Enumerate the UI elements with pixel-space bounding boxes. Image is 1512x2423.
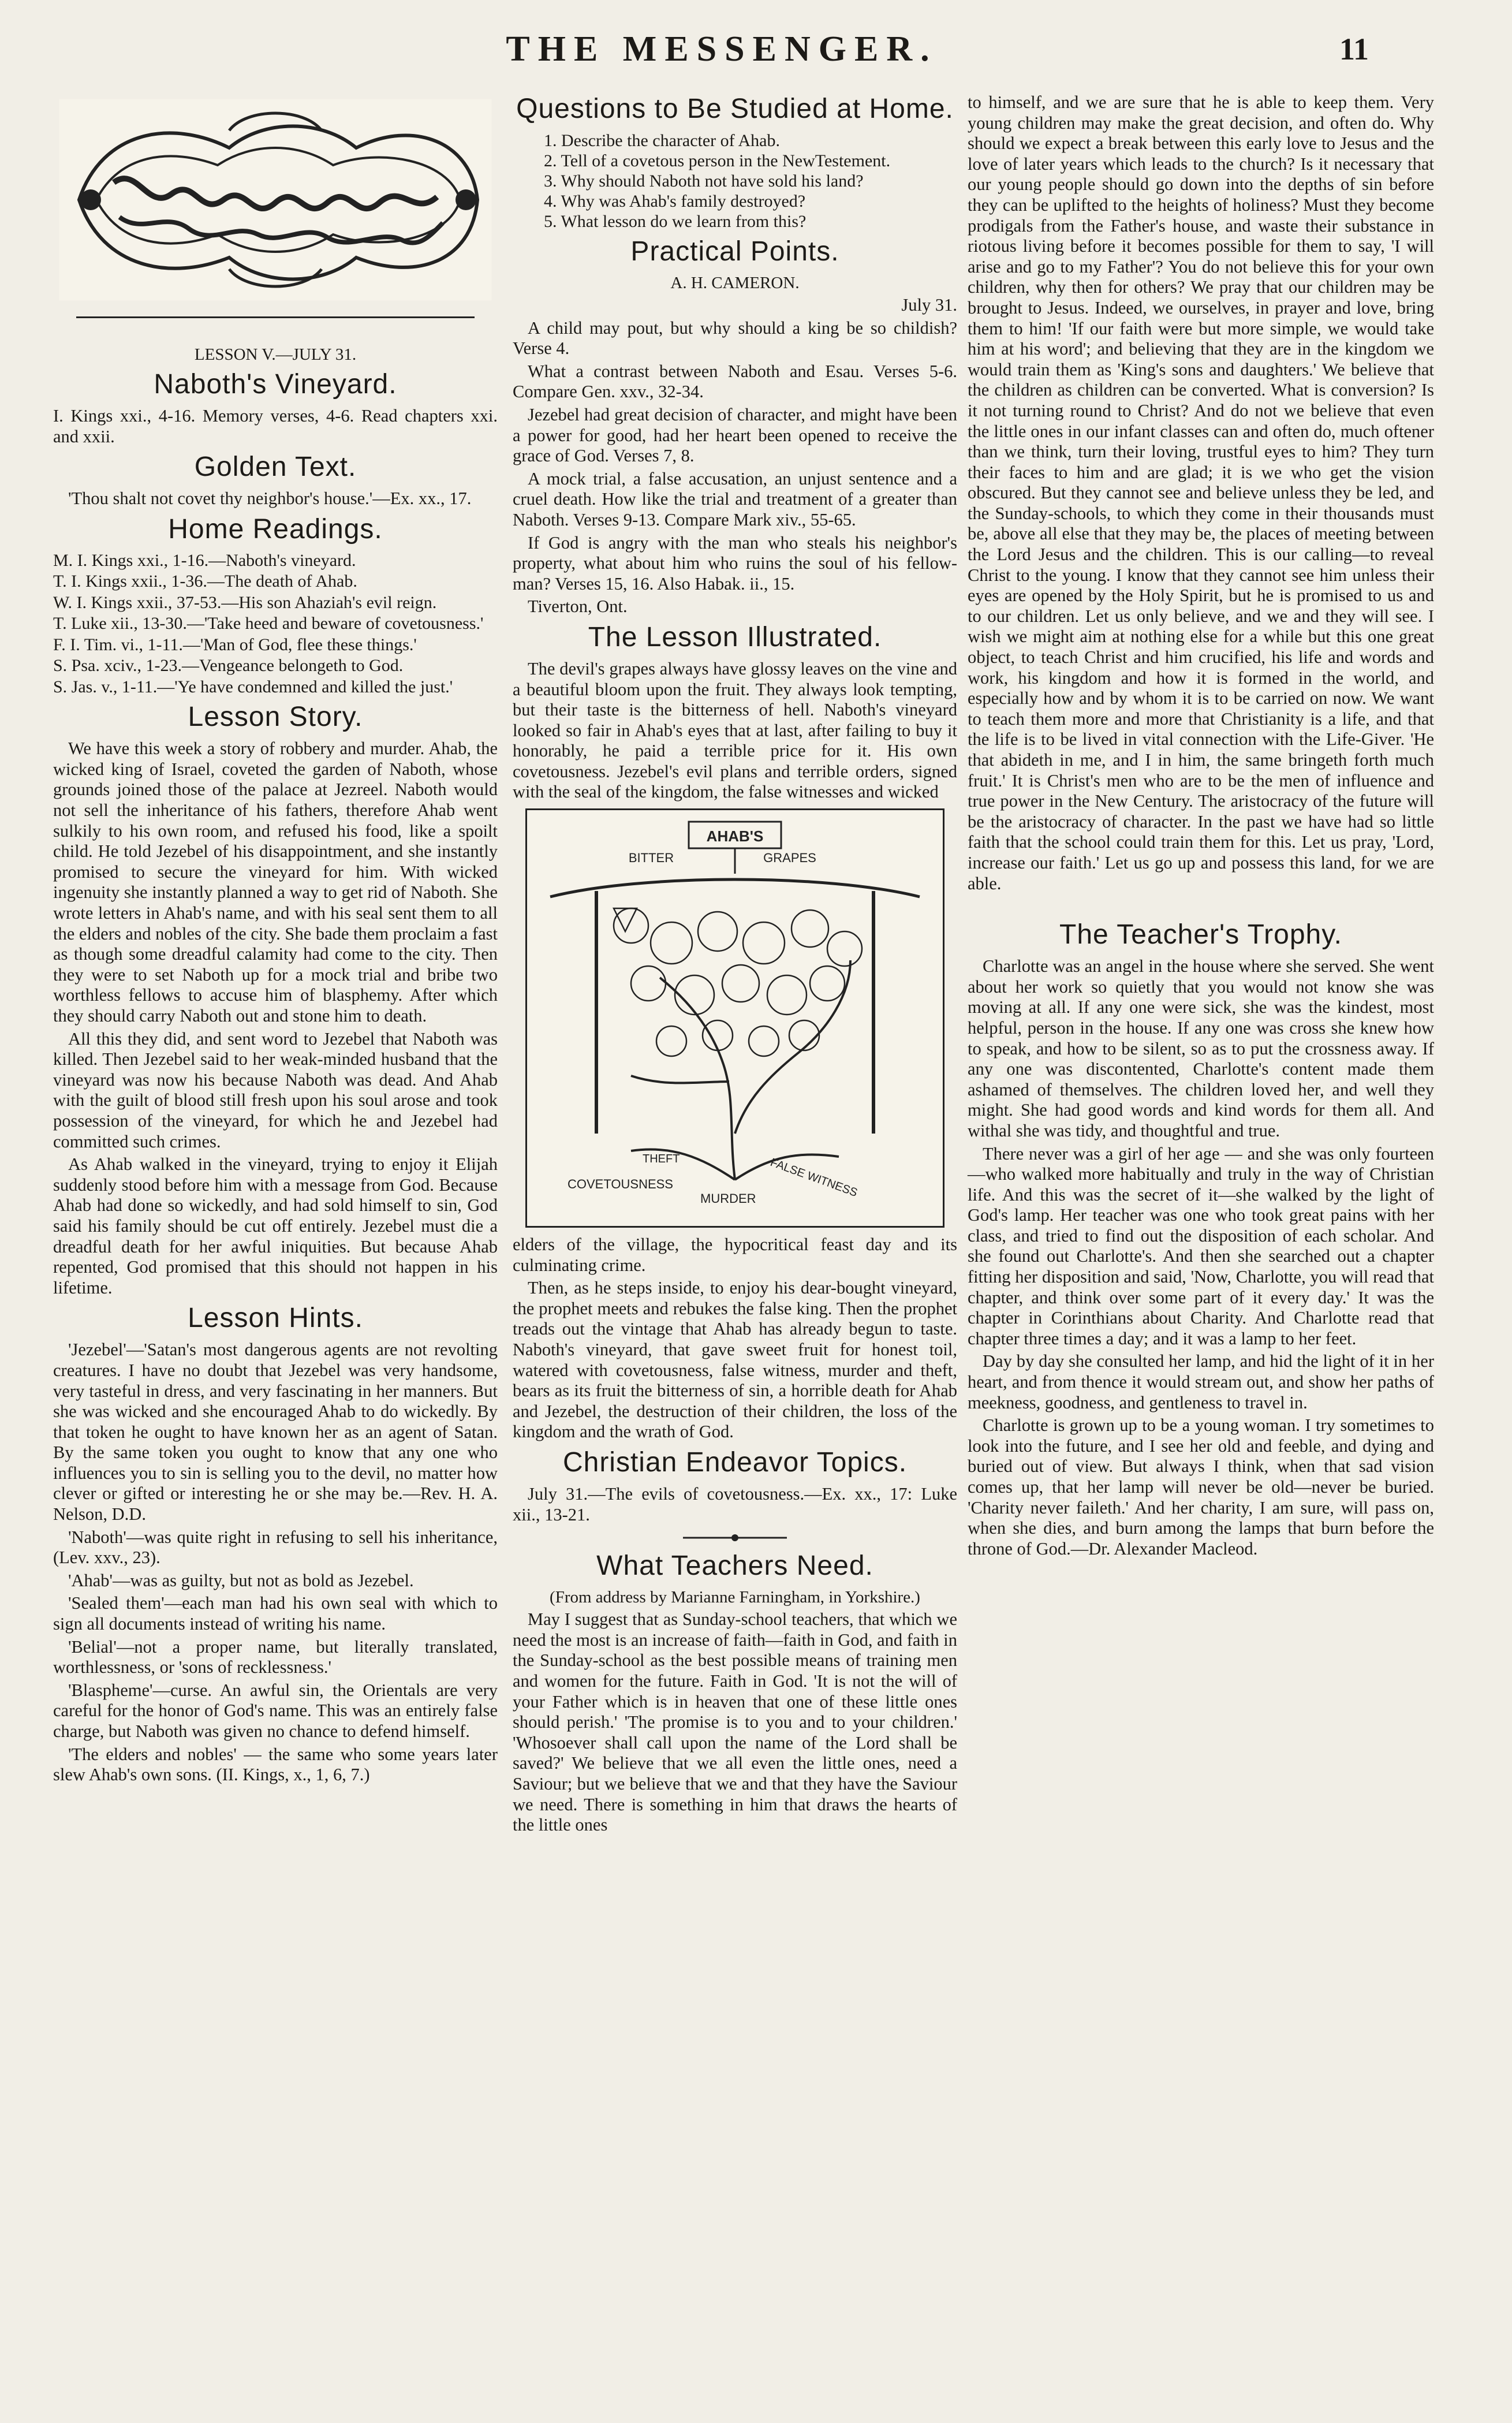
practical-points-heading: Practical Points. [630, 236, 839, 267]
reading-item: M. I. Kings xxi., 1-16.—Naboth's vineyard. [53, 550, 356, 570]
sign-label: AHAB'S [706, 827, 764, 845]
practical-point: Jezebel had great decision of character, and might have been a power for good, had her heart been opened to receive the grace of God. Verses 7, 8. [513, 404, 957, 466]
teachers-continued-paragraph: to himself, and we are sure that he is able to keep them. Very young children may make the great decision, and often do. Why should we expect a break between this early love to Jesus and the love of later years which leads to the church? Is it necessary that our young people should go down into the depths of sin before they can be uplifted to the heights of holiness? Must they become prodigals from the Father's house, and waste their substance in riotous living before it becomes possible for them to say, 'I will arise and go to my Father'? You do not believe this for your own children, why then for others? We pray that our children may be brought to Jesus. Indeed, we ourselves, in prayer and love, bring them to him! 'If our faith were but more simple, we would take him at his word'; and believing that they are in the kingdom we would train them as 'King's sons and daughters.' We believe that the children as children can be converted. What is conversion? Is it not turning round to Christ? And do not we believe that even the little ones in our infant classes can and often do, much oftener than we think, turn their loving, trustful eyes to him? They turn their faces to him and are glad; it is we who get the vision obscured. But they cannot see and believe unless they be led, and the Sunday-schools, to which they come in their thousands must be, above all else that they may be, the places of meeting between the Lord Jesus and the children. This is our calling—to reveal Christ to the young. I know that they cannot see him unless their eyes are opened by the Holy Spirit, but he is promised to us and to our children. Let us only believe, and we and they will see. I wish we might aim at nothing else for a while but this one great object, to teach Christ and him crucified, his life and words and work, his kingdom and how it is formed in the world, and especially how and by whom it is to be carried on now. We want to teach them more and more that Christianity is a life, and that the life is to be lived in vital connection with the Life-Giver. 'He that abideth in me, and I in him, the same bringeth forth much fruit.' It is Christ's men who are to be the men of influence and true power in the New Century. The aristocracy of the future will be the aristocracy of character. In the past we have had so little faith that the school could train them for this. Let us pray, 'Lord, increase our faith.' Let us go up and possess this land, for we are able. [968, 92, 1434, 893]
theft-label: THEFT [643, 1153, 680, 1166]
illustrated-paragraph: elders of the village, the hypocritical feast day and its culminating crime. [513, 1235, 957, 1275]
teachers-source: (From address by Marianne Farningham, in Yorkshire.) [550, 1588, 920, 1607]
question-item: 2. Tell of a covetous person in the NewTestement. [544, 151, 891, 170]
question-item: 1. Describe the character of Ahab. [544, 131, 780, 150]
hint-paragraph: 'Jezebel'—'Satan's most dangerous agents are not revolting creatures. I have no doubt that Jezebel was very handsome, very tasteful in dress, and very fascinating in her manners. But she was wicked and she encouraged Ahab to do wickedly. By that token he ought to have known her as an agent of Satan. By the same token you ought to know that any one who influences you to sin is selling you to the devil, no matter how clever or gifted or interesting he or she may be.—Rev. H. A. Nelson, D.D. [53, 1340, 498, 1524]
reading-item: T. I. Kings xxii., 1-36.—The death of Ahab. [53, 572, 357, 591]
teachers-paragraph: May I suggest that as Sunday-school teachers, that which we need the most is an increase of faith—faith in God, and faith in the Sunday-school as the best possible means of training men and women for the future. Faith in God. 'It is not the will of your Father which is in heaven that one of these little ones should perish.' 'The promise is to you and to your children.' 'Whosoever shall call upon the name of the Lord shall be saved?' We believe that we all even the little ones, need a Saviour; but we believe that we and that they have the Saviour we need. There is something in him that draws the hearts of the little ones [513, 1609, 957, 1835]
hint-paragraph: 'Ahab'—was as guilty, but not as bold as Jezebel. [68, 1570, 414, 1590]
column-2 [513, 92, 957, 1838]
false-witness-label: FALSE WITNESS [768, 1156, 860, 1200]
hint-paragraph: 'Naboth'—was quite right in refusing to sell his inheritance, (Lev. xxv., 23). [53, 1527, 498, 1568]
practical-date: July 31. [901, 295, 957, 315]
covetousness-label: COVETOUSNESS [568, 1177, 673, 1192]
practical-point: A child may pout, but why should a king be so childish? Verse 4. [513, 318, 957, 359]
practical-point: What a contrast between Naboth and Esau. Verses 5-6. Compare Gen. xxv., 32-34. [513, 361, 957, 402]
sunday-school-ornament [56, 96, 495, 304]
lesson-hints-heading: Lesson Hints. [188, 1303, 363, 1334]
hint-paragraph: 'The elders and nobles' — the same who some years later slew Ahab's own sons. (II. Kings, x., 1, 6, 7.) [53, 1744, 498, 1785]
story-paragraph: All this they did, and sent word to Jezebel that Naboth was killed. Then Jezebel said to her weak-minded husband that the vineyard was now his because Naboth was dead. And Ahab with the guilt of blood still fresh upon his soul arose and took possession of the vineyard, for which he and Jezebel had committed such crimes. [53, 1028, 498, 1151]
lesson-illustrated-heading: The Lesson Illustrated. [588, 621, 882, 653]
scripture-reference: I. Kings xxi., 4-16. Memory verses, 4-6. Read chapters xxi. and xxii. [53, 406, 498, 446]
lesson-title: Naboth's Vineyard. [154, 369, 397, 400]
trophy-paragraph: Charlotte was an angel in the house where she served. She went about her work so quietly that you would not know she was moving at all. If any one were sick, she was the kindest, most helpful, person in the house. If any one was cross she knew how to speak, and how to be silent, so as to put the crossness away. If any one was discontented, Charlotte's content made them ashamed of themselves. The children loved her, and well they might. She had good words and kind words for them all. And withal she was tidy, and thoughtful and true. [968, 956, 1434, 1140]
christian-endeavor-heading: Christian Endeavor Topics. [562, 1447, 908, 1478]
question-item: 3. Why should Naboth not have sold his land? [544, 172, 864, 191]
what-teachers-need-heading: What Teachers Need. [596, 1550, 873, 1582]
masthead [0, 29, 1512, 69]
trophy-paragraph: Charlotte is grown up to be a young woman. I try sometimes to look into the future, and I see her old and feeble, and dying and buried out of view. But always I think, when that sad vision comes up, that her lamp will never be old—never be buried. 'Charity never faileth.' And her charity, I am sure, will pass on, when she dies, and burn among the lamps that burn before the throne of God.—Dr. Alexander Macleod. [968, 1415, 1434, 1559]
question-item: 4. Why was Ahab's family destroyed? [544, 192, 806, 211]
practical-point: If God is angry with the man who steals his neighbor's property, what about him who ruins the soul of his fellow-man? Verses 15, 16. Also Habak. ii., 15. [513, 532, 957, 594]
reading-item: S. Jas. v., 1-11.—'Ye have condemned and killed the just.' [53, 677, 453, 696]
questions-heading: Questions to Be Studied at Home. [516, 94, 954, 124]
christian-endeavor-text: July 31.—The evils of covetousness.—Ex. xx., 17: Luke xii., 13-21. [513, 1484, 957, 1524]
murder-label: MURDER [700, 1191, 756, 1206]
home-readings-list [53, 551, 498, 698]
question-item: 5. What lesson do we learn from this? [544, 212, 807, 231]
golden-text-heading: Golden Text. [194, 452, 357, 483]
ahabs-bitter-grapes-illustration [525, 808, 944, 1228]
hint-paragraph: 'Sealed them'—each man had his own seal with which to sign all documents instead of writing his name. [53, 1593, 498, 1634]
practical-author: A. H. CAMERON. [670, 274, 800, 292]
story-paragraph: We have this week a story of robbery and murder. Ahab, the wicked king of Israel, coveted the garden of Naboth, whose grounds joined those of the palace at Jezreel. Naboth would not sell the inheritance of his fathers, therefore Ahab went sulkily to his own room, and refused his food, like a spoilt child. He told Jezebel of his disappointment, and she instantly promised to secure the vineyard for him. With wicked ingenuity she instantly planned a way to get rid of Naboth. She wrote letters in Ahab's name, and with his seal sent them to all the elders and nobles of the city. She bade them proclaim a fast as though some dreadful calamity had come to the city. Then they were to set Naboth up for a mock trial and bribe two worthless fellows to accuse him of blasphemy. After which they should carry Naboth out and stone him to death. [53, 739, 498, 1026]
bitter-label: BITTER [628, 851, 674, 866]
page-number: 11 [1339, 32, 1369, 66]
golden-text: 'Thou shalt not covet thy neighbor's house.'—Ex. xx., 17. [68, 489, 472, 509]
reading-item: W. I. Kings xxii., 37-53.—His son Ahaziah's evil reign. [53, 592, 437, 612]
lesson-number: LESSON V.—JULY 31. [194, 345, 357, 364]
questions-list [513, 131, 957, 232]
reading-item: F. I. Tim. vi., 1-11.—'Man of God, flee these things.' [53, 635, 417, 654]
hint-paragraph: 'Blaspheme'—curse. An awful sin, the Orientals are very careful for the honor of God's name. This was an entirely false charge, but Naboth was given no chance to defend himself. [53, 1680, 498, 1741]
home-readings-heading: Home Readings. [168, 513, 383, 545]
story-paragraph: As Ahab walked in the vineyard, trying to enjoy it Elijah suddenly stood before him with a message from God. Because Ahab had done so wickedly, and had sold himself to sin, God said his family should be cut off entirely. Jezebel must die a dreadful death for her awful iniquities. But because Ahab repented, God promised that this should not happen in his lifetime. [53, 1154, 498, 1298]
column-3 [968, 92, 1434, 1561]
lesson-story-heading: Lesson Story. [188, 702, 363, 733]
illustrated-paragraph: Then, as he steps inside, to enjoy his dear-bought vineyard, the prophet meets and rebukes the false king. Then the prophet treads out the vintage that Ahab has already begun to taste. Naboth's vineyard, that gave sweet fruit for honest toil, watered with covetousness, false witness, murder and theft, bears as its fruit the bitterness of sin, a horrible death for Ahab and Jezebel, the destruction of their children, the loss of the kingdom and the wrath of God. [513, 1278, 957, 1442]
hint-paragraph: 'Belial'—not a proper name, but literally translated, worthlessness, or 'sons of recklessness.' [53, 1637, 498, 1678]
publication-title: THE MESSENGER. [506, 29, 938, 69]
divider-rule [76, 316, 475, 318]
trophy-paragraph: Day by day she consulted her lamp, and hid the light of it in her heart, and from thence it would stream out, and show her paths of meekness, goodness, and gentleness to travel in. [968, 1351, 1434, 1412]
column-1 [53, 92, 498, 1788]
practical-place: Tiverton, Ont. [528, 597, 628, 617]
practical-point: A mock trial, a false accusation, an unjust sentence and a cruel death. How like the trial and treatment of a greater than Naboth. Verses 9-13. Compare Mark xiv., 55-65. [513, 468, 957, 530]
illustrated-paragraph: The devil's grapes always have glossy leaves on the vine and a beautiful bloom upon the fruit. They always look tempting, but their taste is the bitterness of hell. Naboth's vineyard looked so fair in Ahab's eyes that at last, after failing to buy it honorably, he paid a terrible price for it. His own covetousness. Jezebel's evil plans and terrible orders, signed with the seal of the kingdom, the false witnesses and wicked [513, 658, 957, 802]
teachers-trophy-heading: The Teacher's Trophy. [1059, 919, 1342, 950]
trophy-paragraph: There never was a girl of her age — and she was only fourteen—who walked more habitually and truly in the way of Christian life. And this was the secret of it—she walked by the light of God's lamp. Her teacher was one who took great pains with her class, and tried to find out the disposition of each scholar. And she found out Charlotte's. And then she searched out a chapter fitting her disposition and said, 'Now, Charlotte, you will read that chapter, and think over some part of it every day.' It was the chapter in Corinthians about Charity. And Charlotte read that chapter three times a day; and it was a lamp to her feet. [968, 1143, 1434, 1348]
reading-item: T. Luke xii., 13-30.—'Take heed and beware of covetousness.' [53, 614, 484, 633]
reading-item: S. Psa. xciv., 1-23.—Vengeance belongeth to God. [53, 656, 404, 676]
grapes-label: GRAPES [763, 851, 816, 866]
ornamental-divider [677, 1531, 793, 1545]
